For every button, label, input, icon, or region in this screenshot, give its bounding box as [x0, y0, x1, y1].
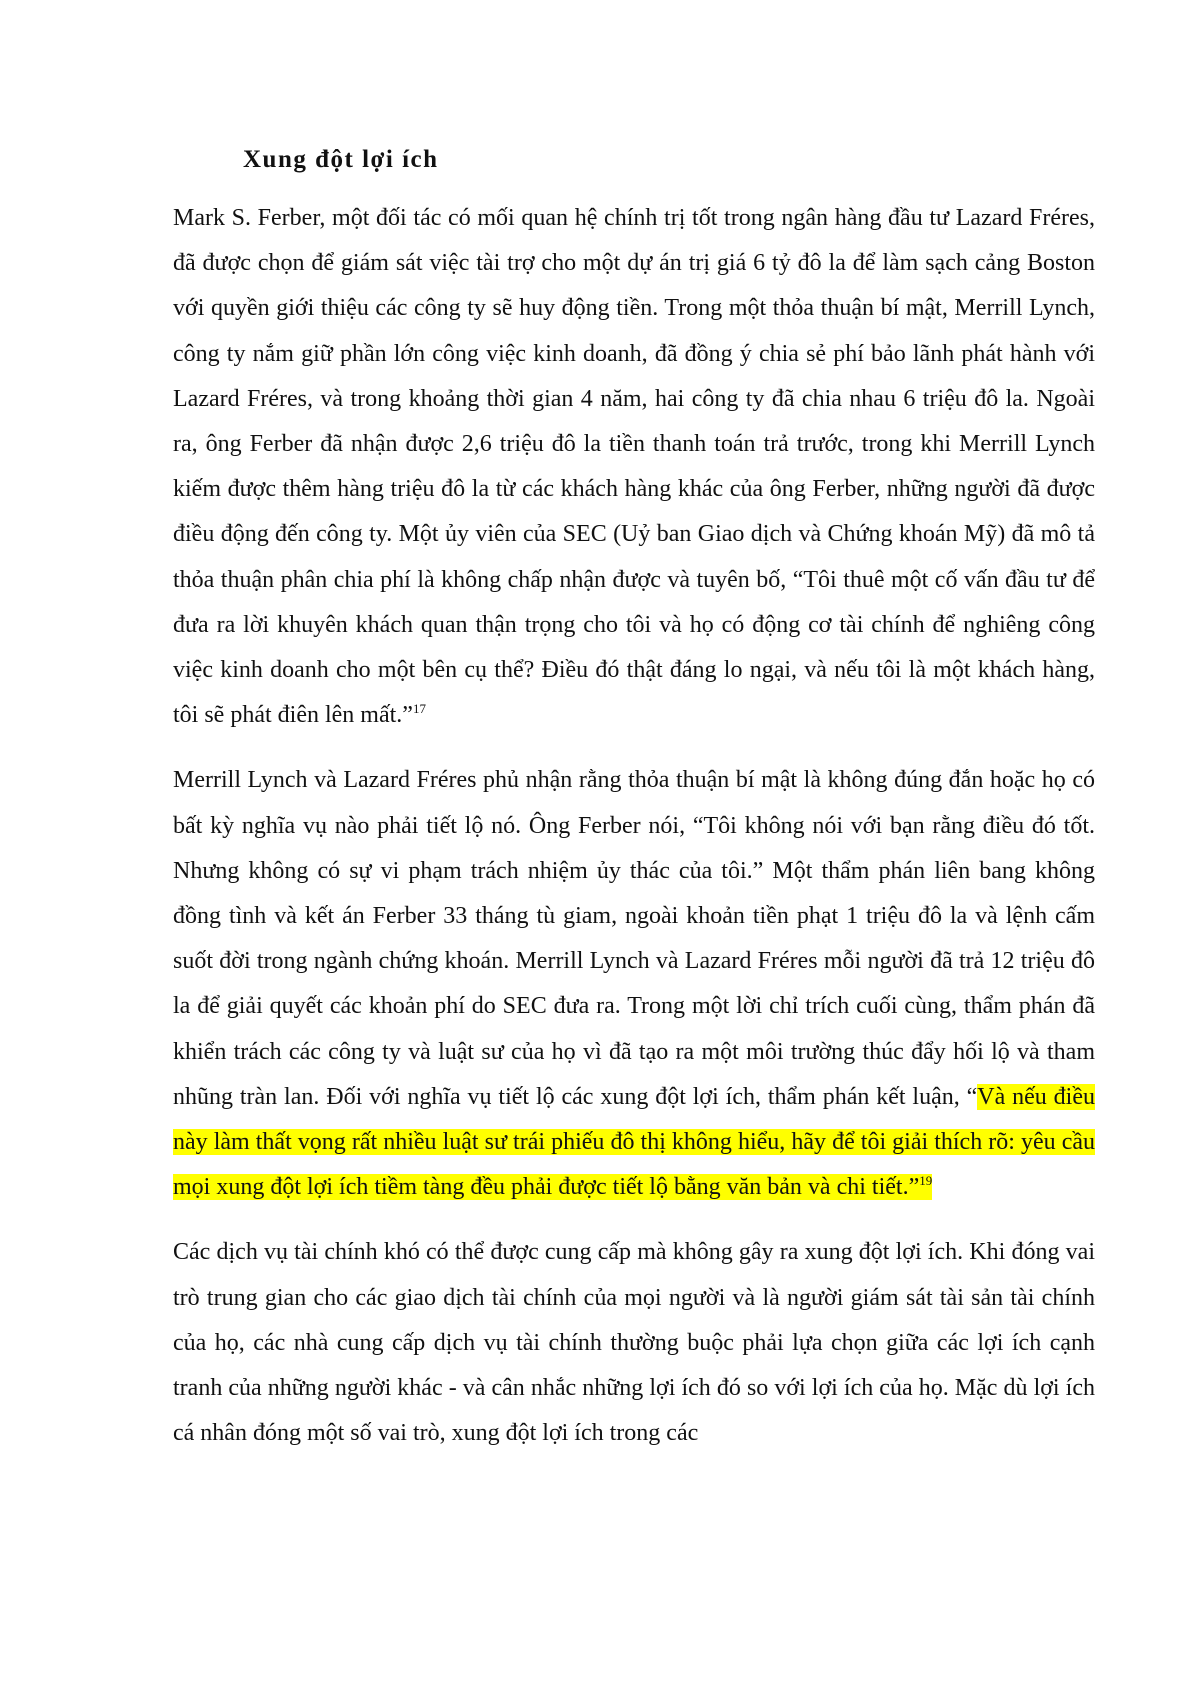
footnote-ref-17: 17: [412, 701, 426, 717]
paragraph-2-text: Merrill Lynch và Lazard Fréres phủ nhận rằng thỏa thuận bí mật là không đúng đắn hoặc họ có bất kỳ nghĩa vụ nào phải tiết lộ nó. Ông Ferber nói, “Tôi không nói với bạn rằng điều đó tốt. Nhưng không có sự vi phạm trách nhiệm ủy thác của tôi.” Một thẩm phán liên bang không đồng tình và kết án Ferber 33 tháng tù giam, ngoài khoản tiền phạt 1 triệu đô la và lệnh cấm suốt đời trong ngành chứng khoán. Merrill Lynch và Lazard Fréres mỗi người đã trả 12 triệu đô la để giải quyết các khoản phí do SEC đưa ra. Trong một lời chỉ trích cuối cùng, thẩm phán đã khiển trách các công ty và luật sư của họ vì đã tạo ra một môi trường thúc đẩy hối lộ và tham nhũng tràn lan. Đối với nghĩa vụ tiết lộ các xung đột lợi ích, thẩm phán kết luận, “: [173, 767, 1095, 1110]
paragraph-2: [173, 758, 1095, 1210]
paragraph-1: [173, 196, 1095, 738]
highlighted-quote-text: Và nếu điều này làm thất vọng rất nhiều luật sư trái phiếu đô thị không hiểu, hãy để tôi giải thích rõ: yêu cầu mọi xung đột lợi ích tiềm tàng đều phải được tiết lộ bằng văn bản và chi tiết.”: [173, 1083, 1095, 1201]
paragraph-3: [173, 1230, 1095, 1456]
footnote-ref-19: 19: [919, 1173, 933, 1189]
document-title: Xung đột lợi ích: [243, 146, 439, 173]
paragraph-1-text: Mark S. Ferber, một đối tác có mối quan hệ chính trị tốt trong ngân hàng đầu tư Lazard Fréres, đã được chọn để giám sát việc tài trợ cho một dự án trị giá 6 tỷ đô la để làm sạch cảng Boston với quyền giới thiệu các công ty sẽ huy động tiền. Trong một thỏa thuận bí mật, Merrill Lynch, công ty nắm giữ phần lớn công việc kinh doanh, đã đồng ý chia sẻ phí bảo lãnh phát hành với Lazard Fréres, và trong khoảng thời gian 4 năm, hai công ty đã chia nhau 6 triệu đô la. Ngoài ra, ông Ferber đã nhận được 2,6 triệu đô la tiền thanh toán trả trước, trong khi Merrill Lynch kiếm được thêm hàng triệu đô la từ các khách hàng khác của ông Ferber, những người đã được điều động đến công ty. Một ủy viên của SEC (Uỷ ban Giao dịch và Chứng khoán Mỹ) đã mô tả thỏa thuận phân chia phí là không chấp nhận được và tuyên bố, “Tôi thuê một cố vấn đầu tư để đưa ra lời khuyên khách quan thận trọng cho tôi và họ có động cơ tài chính để nghiêng công việc kinh doanh cho một bên cụ thể? Điều đó thật đáng lo ngại, và nếu tôi là một khách hàng, tôi sẽ phát điên lên mất.”: [173, 205, 1095, 729]
document-body: [173, 140, 1095, 1456]
paragraph-3-text: Các dịch vụ tài chính khó có thể được cung cấp mà không gây ra xung đột lợi ích. Khi đóng vai trò trung gian cho các giao dịch tài chính của mọi người và là người giám sát tài sản tài chính của họ, các nhà cung cấp dịch vụ tài chính thường buộc phải lựa chọn giữa các lợi ích cạnh tranh của những người khác - và cân nhắc những lợi ích đó so với lợi ích của họ. Mặc dù lợi ích cá nhân đóng một số vai trò, xung đột lợi ích trong các: [173, 1239, 1095, 1447]
